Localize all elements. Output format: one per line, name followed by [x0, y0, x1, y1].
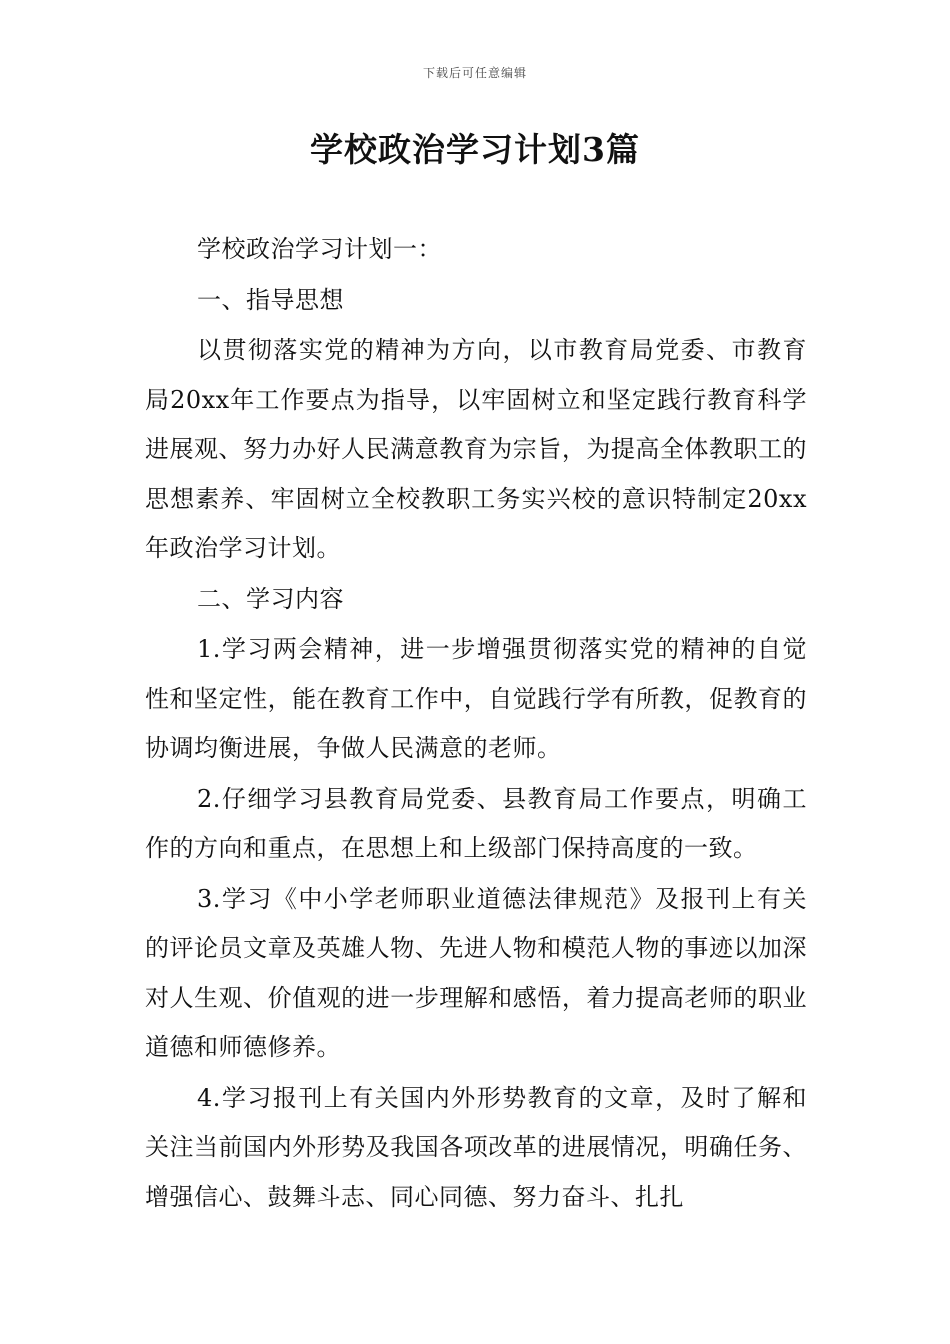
document-title: 学校政治学习计划3篇 — [310, 130, 640, 169]
paragraph-item-2: 2.仔细学习县教育局党委、县教育局工作要点，明确工作的方向和重点，在思想上和上级部门保持高度的一致。 — [145, 784, 807, 862]
section-heading-study-content: 二、学习内容 — [197, 584, 344, 613]
paragraph-guiding-ideology: 以贯彻落实党的精神为方向，以市教育局党委、市教育局20xx年工作要点为指导，以牢固树立和坚定践行教育科学进展观、努力办好人民满意教育为宗旨，为提高全体教职工的思想素养、牢固树立全校教职工务实兴校的意识特制定20xx年政治学习计划。 — [145, 336, 807, 562]
paragraph-item-3: 3.学习《中小学老师职业道德法律规范》及报刊上有关的评论员文章及英雄人物、先进人物和模范人物的事迹以加深对人生观、价值观的进一步理解和感悟，着力提高老师的职业道德和师德修养。 — [145, 884, 807, 1061]
section-heading-guiding-ideology: 一、指导思想 — [197, 285, 344, 314]
paragraph-item-1: 1.学习两会精神，进一步增强贯彻落实党的精神的自觉性和坚定性，能在教育工作中，自觉践行学有所教，促教育的协调均衡进展，争做人民满意的老师。 — [145, 635, 807, 762]
page-header-note: 下载后可任意编辑 — [422, 66, 527, 80]
section-heading-plan-one: 学校政治学习计划一： — [197, 235, 442, 263]
paragraph-item-4: 4.学习报刊上有关国内外形势教育的文章，及时了解和关注当前国内外形势及我国各项改革的进展情况，明确任务、增强信心、鼓舞斗志、同心同德、努力奋斗、扎扎 — [145, 1083, 807, 1211]
document-body — [145, 225, 807, 1223]
